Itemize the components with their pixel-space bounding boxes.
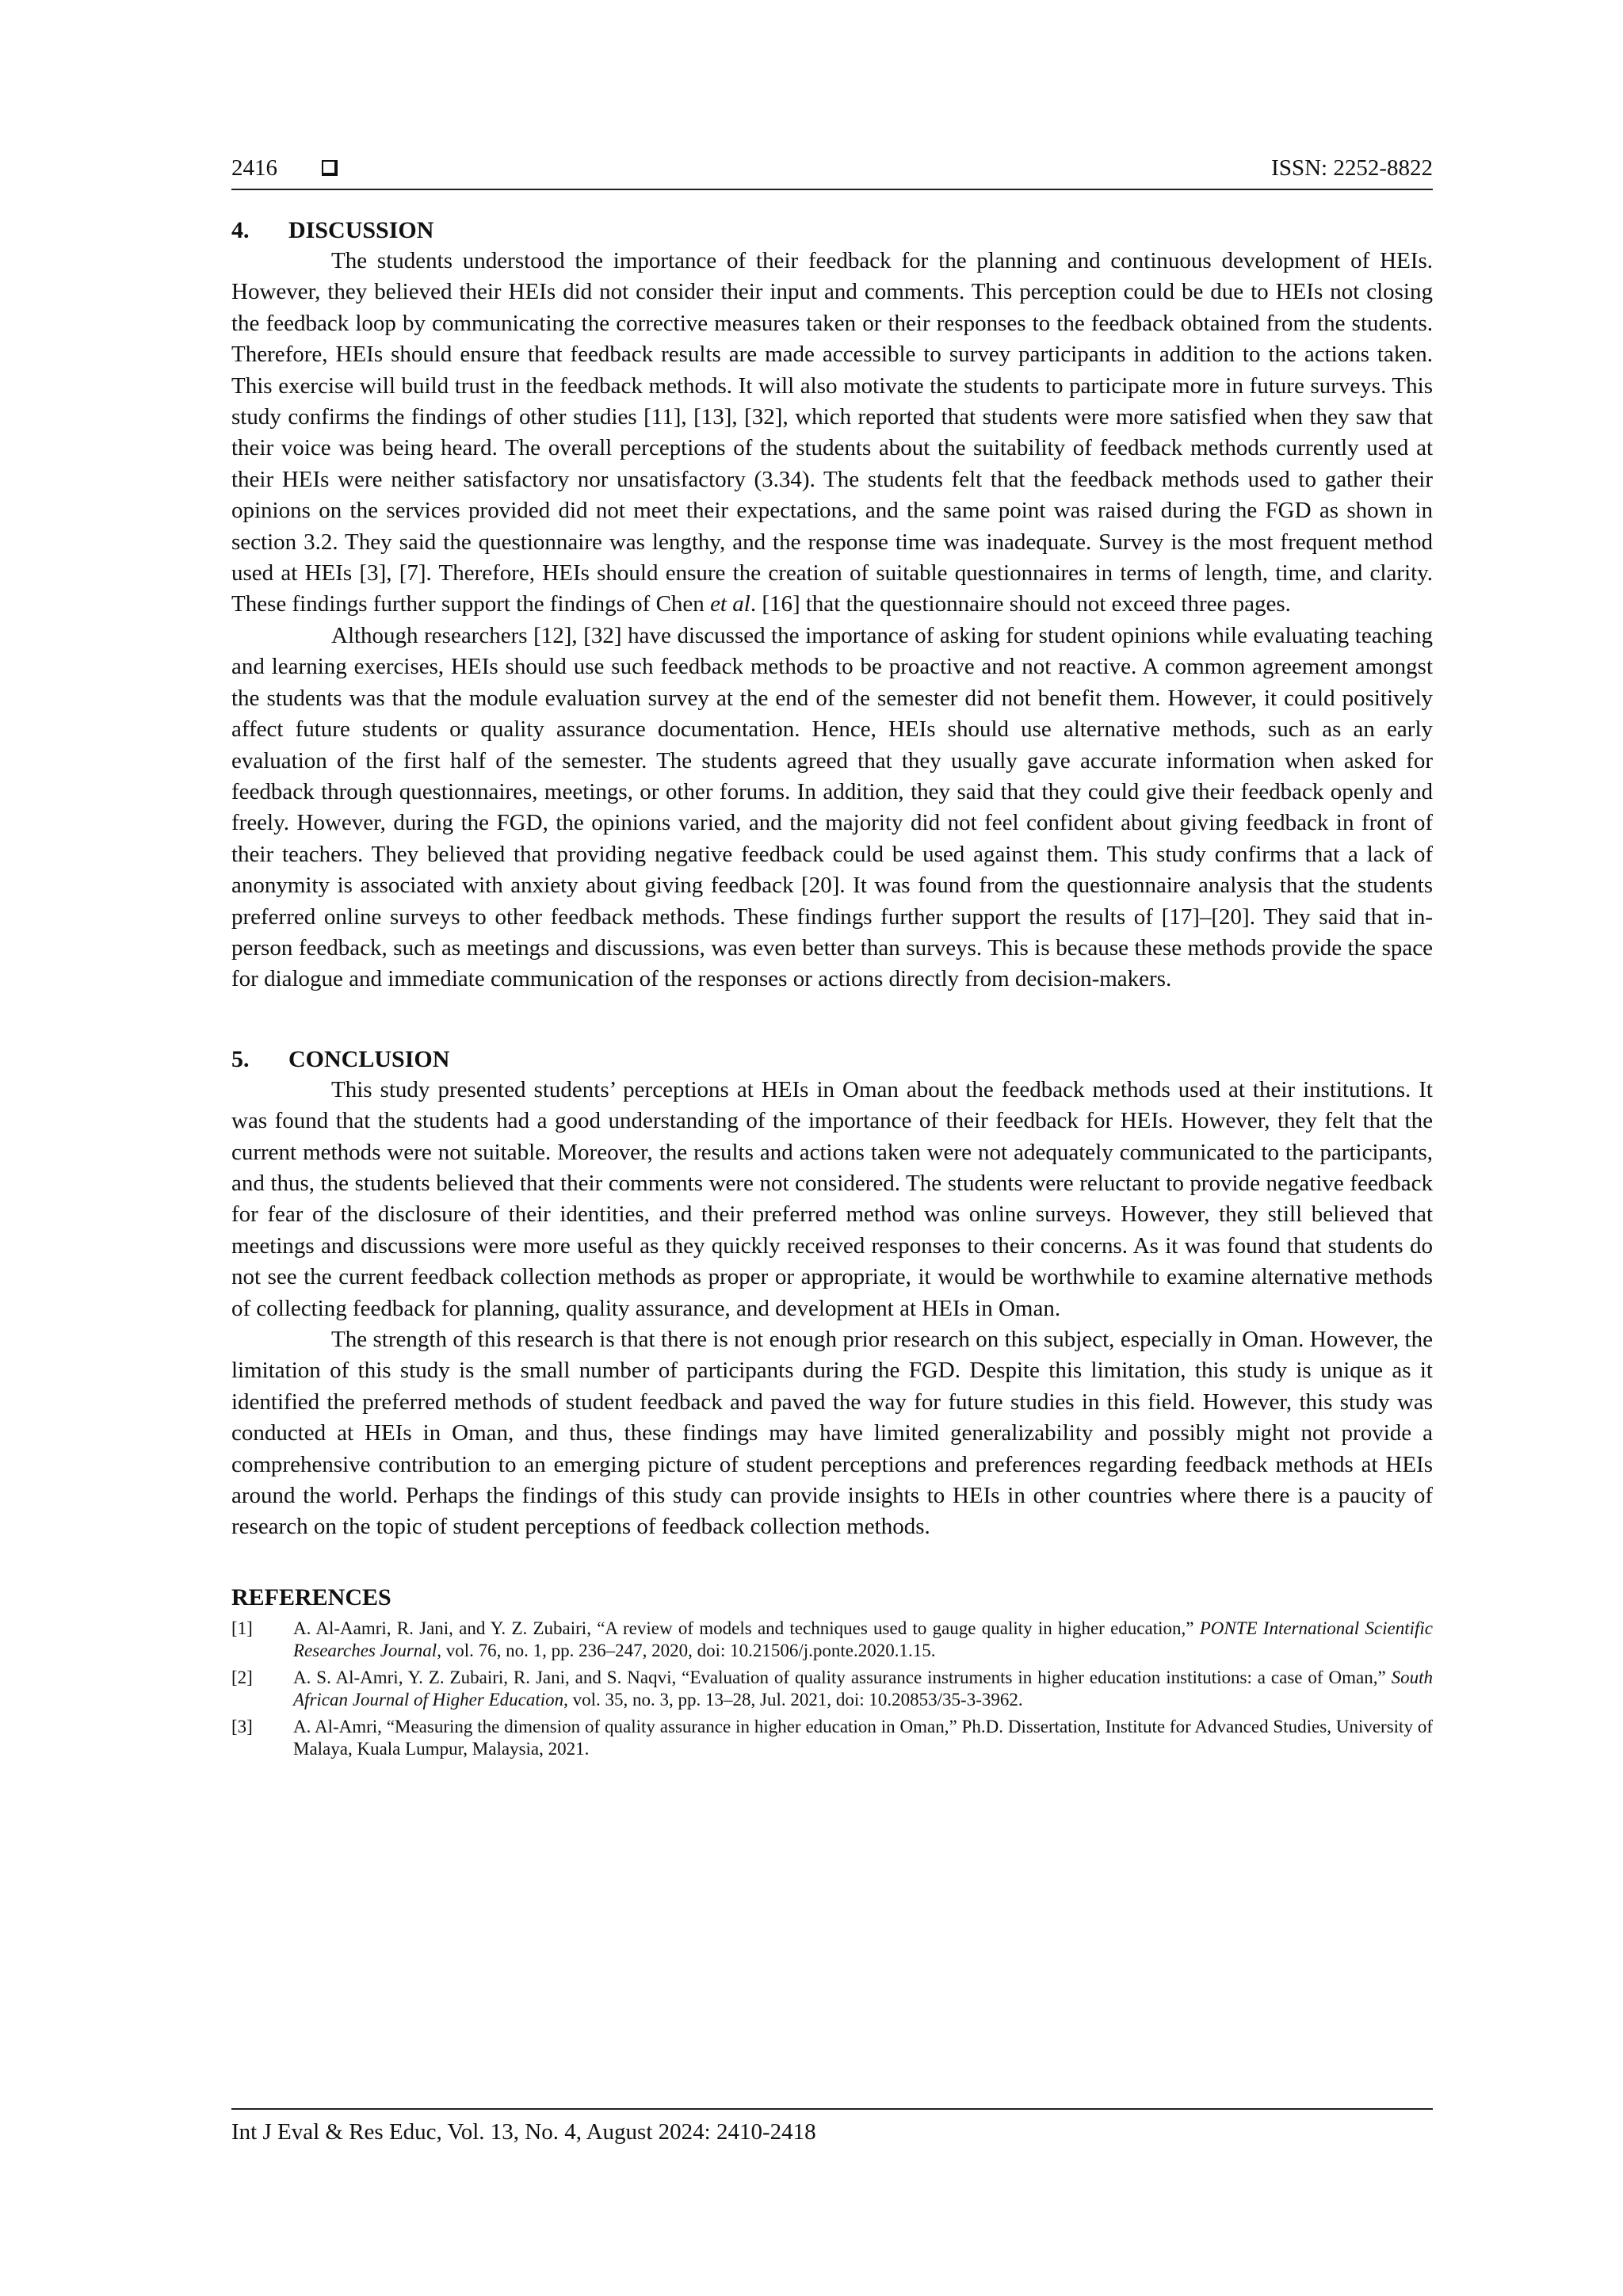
reference-text: A. Al-Aamri, R. Jani, and Y. Z. Zubairi, “A review of models and techniques used to gauge quality in higher education,” PONTE International Scientific Researches Journal, vol. 76, no. 1, pp. 236–247, 2020, doi: 10.21506/j.ponte.2020.1.15. [293, 1618, 1433, 1660]
reference-text: A. Al-Amri, “Measuring the dimension of quality assurance in higher education in Oman,” Ph.D. Dissertation, Institute for Advanced Studies, University of Malaya, Kuala Lumpur, Malaysia, 2021. [293, 1716, 1433, 1759]
reference-number: [2] [231, 1667, 253, 1687]
issn: ISSN: 2252-8822 [1271, 155, 1433, 181]
references-heading: REFERENCES [231, 1584, 391, 1610]
paragraph: Although researchers [12], [32] have discussed the importance of asking for student opinions while evaluating teaching and learning exercises, HEIs should use such feedback methods to be proactive and not reactive. A common agreement amongst the students was that the module evaluation survey at the end of the semester did not benefit them. However, it could positively affect future students or quality assurance documentation. Hence, HEIs should use alternative methods, such as an early evaluation of the first half of the semester. The students agreed that they usually gave accurate information when asked for feedback through questionnaires, meetings, or other forums. In addition, they said that they could give their feedback openly and freely. However, during the FGD, the opinions varied, and the majority did not feel confident about giving feedback in front of their teachers. They believed that providing negative feedback could be used against them. This study confirms that a lack of anonymity is associated with anxiety about giving feedback [20]. It was found from the questionnaire analysis that the students preferred online surveys to other feedback methods. These findings further support the results of [17]–[20]. They said that in-person feedback, such as meetings and discussions, was even better than surveys. This is because these methods provide the space for dialogue and immediate communication of the responses or actions directly from decision-makers. [231, 622, 1433, 992]
reference-list [231, 1618, 1433, 1760]
reference-text: A. S. Al-Amri, Y. Z. Zubairi, R. Jani, and S. Naqvi, “Evaluation of quality assurance instruments in higher education institutions: a case of Oman,” South African Journal of Higher Education, vol. 35, no. 3, pp. 13–28, Jul. 2021, doi: 10.20853/35-3-3962. [293, 1667, 1433, 1710]
page-number: 2416 [231, 155, 277, 181]
paragraph: The strength of this research is that there is not enough prior research on this subject, especially in Oman. However, the limitation of this study is the small number of participants during the FGD. Despite this limitation, this study is unique as it identified the preferred methods of student feedback and paved the way for future studies in this field. However, this study was conducted at HEIs in Oman, and thus, these findings may have limited generalizability and possibly might not provide a comprehensive contribution to an emerging picture of student perceptions and preferences regarding feedback methods at HEIs around the world. Perhaps the findings of this study can provide insights to HEIs in other countries where there is a paucity of research on the topic of student perceptions of feedback collection methods. [231, 1327, 1433, 1540]
page-header [231, 155, 1433, 190]
section-title: DISCUSSION [288, 217, 434, 243]
section-number: 4. [231, 217, 250, 243]
reference-number: [3] [231, 1716, 253, 1736]
reference-item [231, 1667, 1433, 1711]
reference-item [231, 1716, 1433, 1760]
square-box-icon [322, 160, 338, 176]
section-heading-discussion [231, 216, 1433, 246]
section-heading-conclusion [231, 1045, 1433, 1075]
paragraph [231, 246, 1433, 621]
reference-number: [1] [231, 1618, 253, 1638]
paragraph-text: The students understood the importance of their feedback for the planning and continuous development of HEIs. However, they believed their HEIs did not consider their input and comments. This perception could be due to HEIs not closing the feedback loop by communicating the corrective measures taken or their responses to the feedback obtained from the students. Therefore, HEIs should ensure that feedback results are made accessible to survey participants in addition to the actions taken. This exercise will build trust in the feedback methods. It will also motivate the students to participate more in future surveys. This study confirms the findings of other studies [11], [13], [32], which reported that students were more satisfied when they saw that their voice was being heard. The overall perceptions of the students about the suitability of feedback methods currently used at their HEIs were neither satisfactory nor unsatisfactory (3.34). The students felt that the feedback methods used to gather their opinions on the services provided did not meet their expectations, and the same point was raised during the FGD as shown in section 3.2. They said the questionnaire was lengthy, and the response time was inadequate. Survey is the most frequent method used at HEIs [3], [7]. Therefore, HEIs should ensure the creation of suitable questionnaires in terms of length, time, and clarity. These findings further support the findings of Chen [231, 248, 1433, 617]
paragraph: This study presented students’ perceptions at HEIs in Oman about the feedback methods used at their institutions. It was found that the students had a good understanding of the importance of their feedback for HEIs. However, they felt that the current methods were not suitable. Moreover, the results and actions taken were not adequately communicated to the participants, and thus, the students believed that their comments were not considered. The students were reluctant to provide negative feedback for fear of the disclosure of their identities, and their preferred method was online surveys. However, they still believed that meetings and discussions were more useful as they quickly received responses to their concerns. As it was found that students do not see the current feedback collection methods as proper or appropriate, it would be worthwhile to examine alternative methods of collecting feedback for planning, quality assurance, and development at HEIs in Oman. [231, 1076, 1433, 1321]
italic-text: et al [710, 591, 750, 617]
article-body [231, 216, 1433, 1765]
footer-citation: Int J Eval & Res Educ, Vol. 13, No. 4, August 2024: 2410-2418 [231, 2119, 816, 2145]
section-title: CONCLUSION [288, 1045, 450, 1072]
page-footer [231, 2108, 1433, 2145]
section-number: 5. [231, 1045, 250, 1072]
paragraph-text: . [16] that the questionnaire should not exceed three pages. [750, 591, 1291, 617]
reference-item [231, 1618, 1433, 1662]
